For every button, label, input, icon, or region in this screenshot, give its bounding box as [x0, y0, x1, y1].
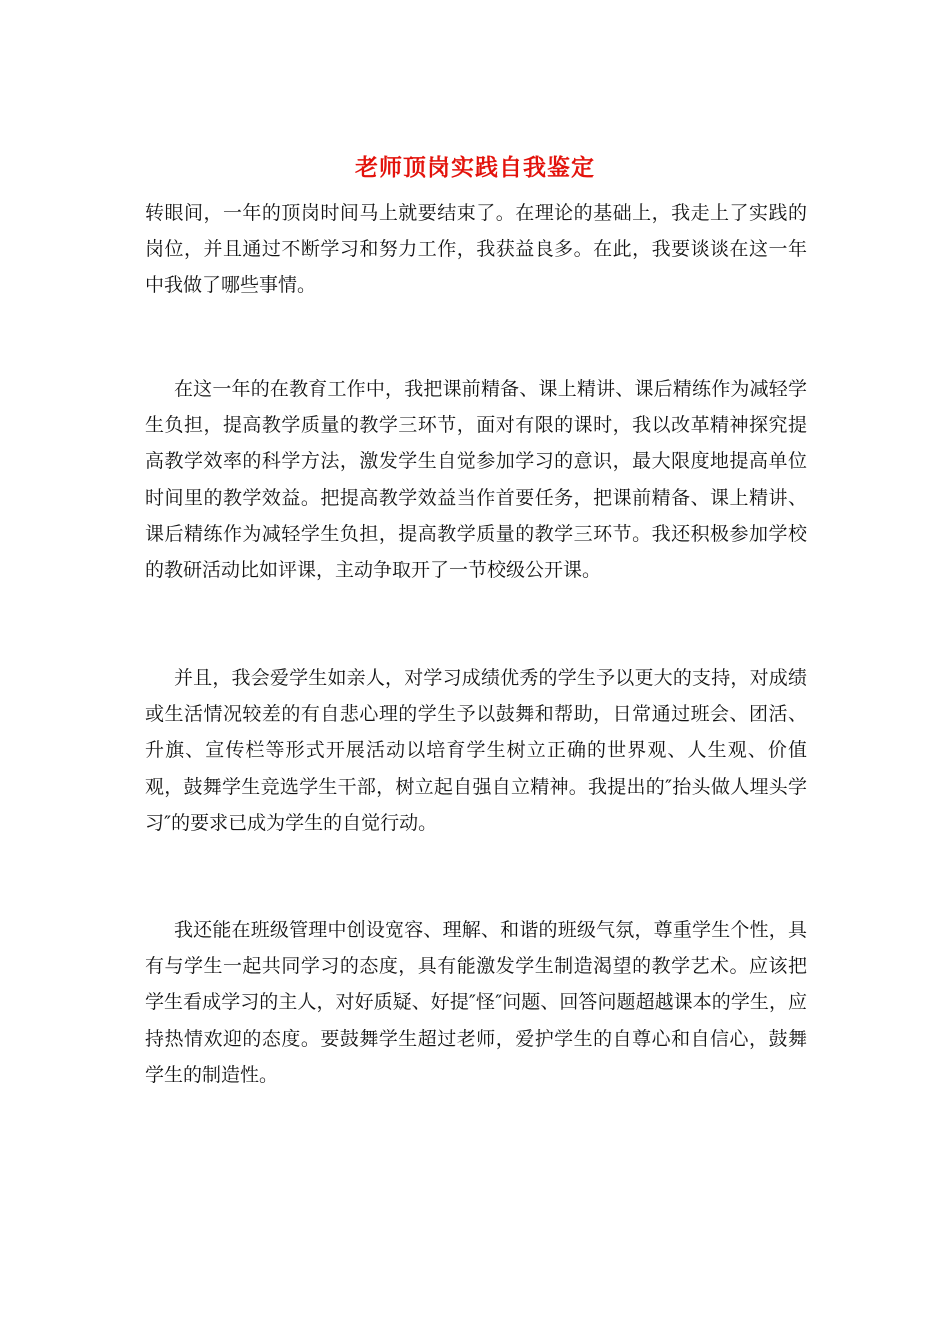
paragraph-teaching: 在这一年的在教育工作中，我把课前精备、课上精讲、课后精练作为减轻学生负担，提高教学质量的教学三环节，面对有限的课时，我以改革精神探究提高教学效率的科学方法，激发学生自觉参加学习的意识，最大限度地提高单位时间里的教学效益。把提高教学效益当作首要任务，把课前精备、课上精讲、课后精练作为减轻学生负担，提高教学质量的教学三环节。我还积极参加学校的教研活动比如评课，主动争取开了一节校级公开课。: [145, 378, 807, 582]
paragraph-class-management: 我还能在班级管理中创设宽容、理解、和谐的班级气氛，尊重学生个性，具有与学生一起共同学习的态度，具有能激发学生制造渴望的教学艺术。应该把学生看成学习的主人，对好质疑、好提″怪″问题、回答问题超越课本的学生，应持热情欢迎的态度。要鼓舞学生超过老师，爱护学生的自尊心和自信心，鼓舞学生的制造性。: [145, 919, 807, 1086]
paragraph-student-care: 并且，我会爱学生如亲人，对学习成绩优秀的学生予以更大的支持，对成绩或生活情况较差的有自悲心理的学生予以鼓舞和帮助，日常通过班会、团活、升旗、宣传栏等形式开展活动以培育学生树立正确的世界观、人生观、价值观，鼓舞学生竞选学生干部，树立起自强自立精神。我提出的″抬头做人埋头学习″的要求已成为学生的自觉行动。: [145, 667, 807, 834]
paragraph-intro: 转眼间，一年的顶岗时间马上就要结束了。在理论的基础上，我走上了实践的岗位，并且通过不断学习和努力工作，我获益良多。在此，我要谈谈在这一年中我做了哪些事情。: [145, 202, 807, 297]
document-title: 老师顶岗实践自我鉴定: [355, 154, 595, 181]
